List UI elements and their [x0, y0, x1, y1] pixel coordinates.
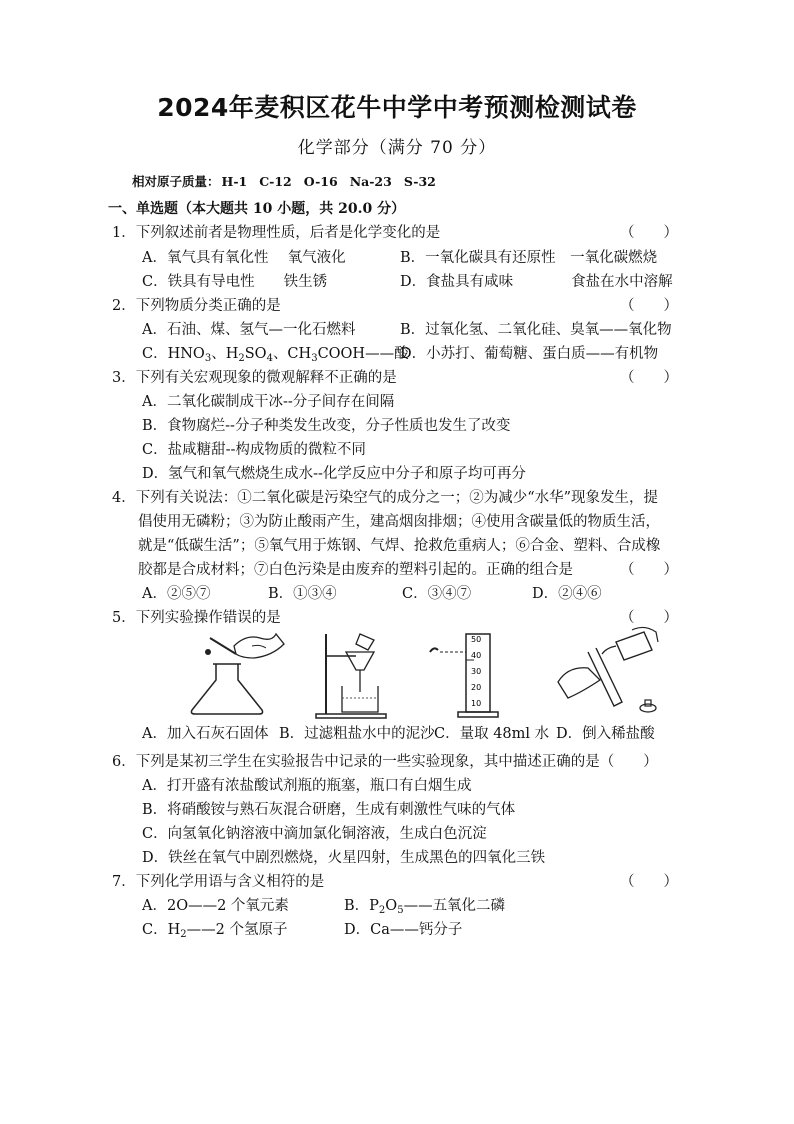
q4-stem-line1: 4．下列有关说法：①二氧化碳是污染空气的成分之一；②为减少“水华”现象发生，提	[112, 490, 659, 506]
q2c-end: COOH——酸	[317, 346, 409, 362]
exam-title: 2024年麦积区花牛中学中考预测检测试卷	[157, 93, 637, 122]
q3-option-c: C．盐咸糖甜--构成物质的微粒不同	[142, 442, 366, 458]
q2-option-b: B．过氧化氢、二氧化硅、臭氧——氧化物	[400, 322, 672, 338]
q2-answer-blank: （ ）	[620, 298, 678, 314]
q6-option-b: B．将硝酸铵与熟石灰混合研磨，生成有刺激性气味的气体	[142, 802, 516, 818]
q2c-sub2: 2	[238, 353, 245, 364]
q3-option-a: A．二氧化碳制成干冰--分子间存在间隔	[142, 394, 395, 410]
q6-stem: 6．下列是某初三学生在实验报告中记录的一些实验现象，其中描述正确的是（ ）	[112, 754, 658, 770]
mass-c: C-12	[259, 174, 292, 189]
q4-option-a: A．②⑤⑦	[142, 586, 211, 602]
q2-stem: 2．下列物质分类正确的是	[112, 298, 281, 314]
q6-option-d: D．铁丝在氧气中剧烈燃烧，火星四射，生成黑色的四氧化三铁	[142, 850, 546, 866]
q7-option-c	[142, 918, 287, 939]
cylinder-tick-30: 30	[471, 667, 482, 676]
q2c-sub1: 3	[204, 353, 212, 364]
q3-option-d: D．氢气和氧气燃烧生成水--化学反应中分子和原子均可再分	[142, 466, 526, 482]
q4-stem-line2: 倡使用无磷粉；③为防止酸雨产生，建高烟囱排烟；④使用含碳量低的物质生活，	[138, 514, 660, 530]
mass-na: Na-23	[349, 174, 392, 189]
q2-option-a: A．石油、煤、氢气—一化石燃料	[142, 322, 356, 338]
exam-subtitle: 化学部分（满分 70 分）	[297, 138, 497, 158]
q7-option-b	[344, 894, 505, 915]
q5-figure-a-flask	[180, 624, 290, 716]
q7-stem: 7．下列化学用语与含义相符的是	[112, 874, 325, 890]
cylinder-tick-20: 20	[471, 683, 482, 692]
q2-option-c	[142, 342, 409, 363]
q1-option-a: A．氧气具有氧化性 氧气液化	[142, 250, 346, 266]
q2c-sub3: 4	[266, 353, 273, 364]
mass-s: S-32	[403, 174, 436, 189]
q2c-pre: C．HNO	[142, 346, 205, 362]
mass-h: H-1	[221, 174, 248, 189]
section-heading: 一、单选题（本大题共 10 小题，共 20.0 分）	[108, 201, 406, 217]
q7b-end: ——五氧化二磷	[403, 898, 506, 914]
q3-stem: 3．下列有关宏观现象的微观解释不正确的是	[112, 370, 397, 386]
q7b-pre: B．P	[344, 898, 379, 914]
q1-stem: 1．下列叙述前者是物理性质，后者是化学变化的是	[112, 225, 441, 241]
q3-answer-blank: （ ）	[620, 370, 678, 386]
q2c-sub4: 3	[311, 353, 318, 364]
mass-o: O-16	[303, 174, 338, 189]
q7-option-a: A．2O——2 个氧元素	[142, 898, 289, 914]
q7b-sub1: 2	[378, 905, 386, 916]
q1-option-c: C．铁具有导电性 铁生锈	[142, 274, 328, 290]
cylinder-tick-50: 50	[471, 635, 482, 644]
q2c-mid: 、H	[211, 346, 239, 362]
q7c-pre: C．H	[142, 922, 181, 938]
q3-option-b: B．食物腐烂--分子种类发生改变，分子性质也发生了改变	[142, 418, 511, 434]
q7c-sub1: 2	[180, 929, 187, 940]
atomic-masses	[132, 172, 448, 190]
q5-option-d: D．倒入稀盐酸	[556, 726, 655, 742]
q6-option-c: C．向氢氧化钠溶液中滴加氯化铜溶液，生成白色沉淀	[142, 826, 487, 842]
q6-option-a: A．打开盛有浓盐酸试剂瓶的瓶塞，瓶口有白烟生成	[142, 778, 472, 794]
q2-option-d: D．小苏打、葡萄糖、蛋白质——有机物	[400, 346, 659, 362]
q4-stem-line3: 就是“低碳生活”；⑤氧气用于炼钢、气焊、抢救危重病人；⑥合金、塑料、合成橡	[138, 538, 661, 554]
q5-option-b: B．过滤粗盐水中的泥沙	[279, 726, 435, 742]
q1-option-b: B．一氧化碳具有还原性 一氧化碳燃烧	[400, 250, 658, 266]
q5-figure-c-cylinder	[422, 630, 502, 720]
q5-answer-blank: （ ）	[620, 610, 678, 626]
q2c-mid2: SO	[244, 346, 267, 362]
q4-option-d: D．②④⑥	[532, 586, 602, 602]
q7-answer-blank: （ ）	[620, 874, 678, 890]
q2c-post: 、CH	[272, 346, 312, 362]
q5-option-c: C．量取 48ml 水	[434, 726, 550, 742]
q4-stem-line4: 胶都是合成材料；⑦白色污染是由废弃的塑料引起的。正确的组合是	[138, 562, 573, 578]
q5-stem: 5．下列实验操作错误的是	[112, 610, 281, 626]
q5-figure-d-pouring	[548, 622, 668, 718]
q1-answer-blank: （ ）	[620, 225, 678, 241]
cylinder-tick-10: 10	[471, 699, 482, 708]
q1-option-d: D．食盐具有咸味 食盐在水中溶解	[400, 274, 673, 290]
q7b-mid: O	[385, 898, 398, 914]
q7b-sub2: 5	[397, 905, 404, 916]
q7c-end: ——2 个氢原子	[186, 922, 288, 938]
cylinder-tick-40: 40	[471, 651, 482, 660]
q4-option-c: C．③④⑦	[402, 586, 472, 602]
q5-option-a: A．加入石灰石固体	[142, 726, 269, 742]
q5-figure-b-filtration	[312, 630, 402, 720]
q7-option-d: D．Ca——钙分子	[344, 922, 463, 938]
q4-answer-blank: （ ）	[620, 562, 678, 578]
masses-label: 相对原子质量：	[132, 174, 220, 189]
q4-option-b: B．①③④	[268, 586, 337, 602]
